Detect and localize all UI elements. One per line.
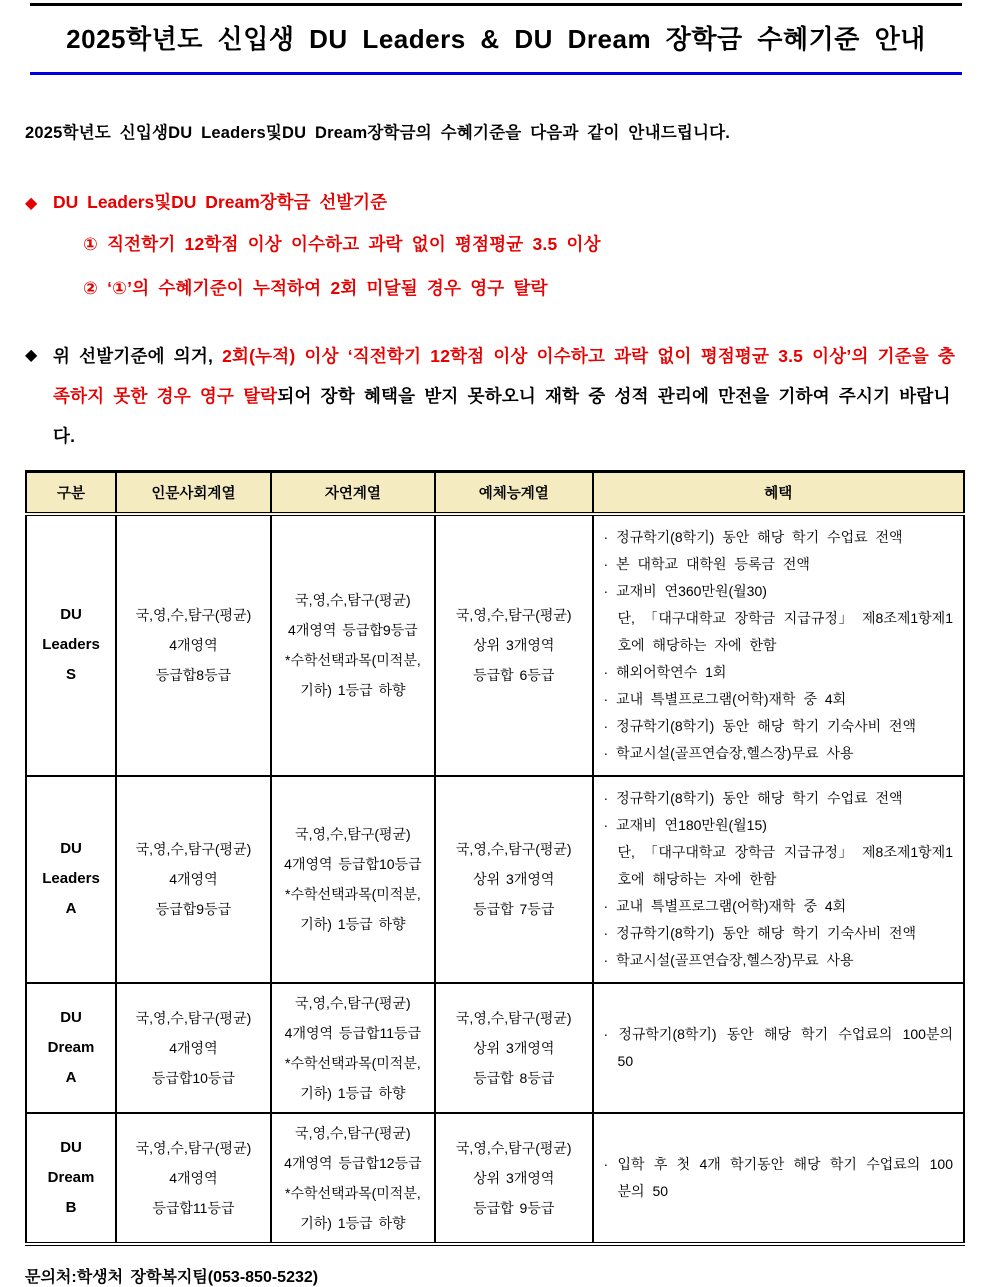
natural-cell [271,983,435,1113]
text-line: *수학선택과목(미적분, [285,886,421,902]
arts-cell [435,514,593,776]
text-line: *수학선택과목(미적분, [285,652,421,668]
intro-text: 2025학년도 신입생DU Leaders및DU Dream장학금의 수혜기준을 다음과 같이 안내드립니다. [25,124,731,142]
text-line: 상위 3개영역 [473,871,555,887]
text-line: · 입학 후 첫 4개 학기동안 해당 학기 수업료의 100분의 50 [603,1155,953,1199]
notice-section [25,336,967,456]
selection-criteria-section [25,189,967,310]
benefits-cell [593,776,964,983]
text-line: · 교내 특별프로그램(어학)재학 중 4회 [603,897,847,914]
title-underline [30,72,962,75]
text-line: 등급합 7등급 [473,901,555,917]
notice-text-before: 위 선발기준에 의거, [53,346,223,366]
text-line: 단, 「대구대학교 장학금 지급규정」 제8조제1항제1호에 해당하는 자에 한함 [617,609,953,653]
text-line: DU [60,1138,82,1156]
criteria-heading-line [25,189,967,214]
natural-cell [271,1113,435,1244]
text-line: 국,영,수,탐구(평균) [295,1124,411,1141]
notice-text-after: 되어 장학 혜택을 받지 못하오니 재학 중 성적 관리에 만전을 기하여 주시기 바랍니다. [53,386,951,446]
text-line: *수학선택과목(미적분, [285,1054,421,1071]
humanities-cell [116,776,271,983]
notice-text [53,336,967,456]
text-line: 4개영역 [169,637,218,653]
row-label [26,983,116,1113]
text-line: · 교재비 연360만원(월30) [603,582,767,599]
text-line: · 정규학기(8학기) 동안 해당 학기 수업료의 100분의 50 [603,1025,953,1069]
humanities-cell [116,514,271,776]
text-line: 국,영,수,탐구(평균) [295,826,411,842]
text-line: 4개영역 [169,871,218,887]
text-line: 등급합 6등급 [473,667,555,683]
text-line: · 정규학기(8학기) 동안 해당 학기 수업료 전액 [603,789,903,806]
table-row-du-dream-b [26,1113,964,1244]
text-line: 국,영,수,탐구(평균) [135,607,252,623]
col-header-benefits: 혜택 [593,472,964,514]
col-header-natural: 자연계열 [271,472,435,514]
criteria-heading: DU Leaders및DU Dream장학금 선발기준 [53,192,387,212]
text-line: ① 직전학기 12학점 이상 이수하고 과락 없이 평점평균 3.5 이상 [83,234,601,254]
text-line: 국,영,수,탐구(평균) [295,994,411,1011]
text-line: Leaders [42,636,100,653]
text-line: 기하) 1등급 하향 [300,1084,406,1101]
row-label [26,514,116,776]
arts-cell [435,776,593,983]
text-line: 등급합10등급 [151,1069,236,1086]
text-line: *수학선택과목(미적분, [285,1184,421,1201]
humanities-cell [116,1113,271,1244]
text-line: 기하) 1등급 하향 [300,682,406,698]
text-line: 국,영,수,탐구(평균) [455,1009,572,1026]
text-line: 국,영,수,탐구(평균) [135,841,252,857]
text-line: 4개영역 등급합10등급 [284,856,422,872]
text-line: · 본 대학교 대학원 등록금 전액 [603,555,810,572]
text-line: · 정규학기(8학기) 동안 해당 학기 수업료 전액 [603,528,903,545]
text-line: 기하) 1등급 하향 [300,916,406,932]
text-line: 4개영역 [169,1169,218,1186]
natural-cell [271,776,435,983]
humanities-cell [116,983,271,1113]
text-line: DU [60,840,82,857]
text-line: · 정규학기(8학기) 동안 해당 학기 기숙사비 전액 [603,717,917,734]
diamond-bullet-icon: ◆ [25,347,38,364]
text-line: A [65,1068,77,1086]
text-line: S [66,666,77,683]
text-line: 등급합 9등급 [473,1199,555,1216]
text-line: · 교내 특별프로그램(어학)재학 중 4회 [603,690,847,707]
text-line: 등급합11등급 [152,1199,235,1216]
text-line: 상위 3개영역 [473,1039,555,1056]
contact-info: 문의처:학생처 장학복지팀(053-850-5232) [25,1268,319,1286]
text-line: 국,영,수,탐구(평균) [295,592,411,608]
notice-text-highlight: 2회(누적) 이상 ‘직전학기 12학점 이상 이수하고 과락 없이 평점평균 3.5 이상’의 기준을 충족하지 못한 경우 영구 탈락 [53,346,956,406]
text-line: 4개영역 등급합12등급 [284,1154,422,1171]
row-label [26,776,116,983]
text-line: Leaders [42,870,100,887]
arts-cell [435,1113,593,1244]
col-header-category: 구분 [26,472,116,514]
text-line: 국,영,수,탐구(평균) [455,841,572,857]
text-line: 등급합8등급 [155,667,232,683]
text-line: Dream [47,1168,95,1186]
table-row-du-leaders-a [26,776,964,983]
benefits-cell [593,514,964,776]
diamond-bullet-icon: ◆ [25,195,38,212]
col-header-arts: 예체능계열 [435,472,593,514]
text-line: 상위 3개영역 [473,1169,555,1186]
text-line: A [65,900,77,917]
text-line: 국,영,수,탐구(평균) [135,1139,252,1156]
benefits-cell [593,1113,964,1244]
row-label [26,1113,116,1244]
text-line: 국,영,수,탐구(평균) [135,1009,252,1026]
text-line: · 교재비 연180만원(월15) [603,816,767,833]
text-line: 국,영,수,탐구(평균) [455,1139,572,1156]
text-line: 등급합9등급 [155,901,232,917]
text-line: 4개영역 [169,1039,218,1056]
text-line: DU [60,606,82,623]
text-line: 국,영,수,탐구(평균) [455,607,572,623]
scholarship-table [25,470,965,1246]
text-line: DU [60,1008,82,1026]
text-line: 상위 3개영역 [473,637,555,653]
text-line: 등급합 8등급 [473,1069,555,1086]
table-row-du-dream-a [26,983,964,1113]
text-line: · 해외어학연수 1회 [603,663,727,680]
benefits-cell [593,983,964,1113]
document-page [0,3,992,1286]
text-line: 4개영역 등급합11등급 [284,1024,422,1041]
natural-cell [271,514,435,776]
text-line: 단, 「대구대학교 장학금 지급규정」 제8조제1항제1호에 해당하는 자에 한함 [617,843,953,887]
arts-cell [435,983,593,1113]
text-line: ② ‘①’의 수혜기준이 누적하여 2회 미달될 경우 영구 탈락 [83,278,548,298]
col-header-humanities: 인문사회계열 [116,472,271,514]
text-line: 기하) 1등급 하향 [300,1214,406,1231]
table-row-du-leaders-s [26,514,964,776]
page-title: 2025학년도 신입생 DU Leaders & DU Dream 장학금 수혜기준 안내 [66,24,926,54]
text-line: · 학교시설(골프연습장,헬스장)무료 사용 [603,951,854,968]
text-line: 4개영역 등급합9등급 [288,622,418,638]
text-line: B [65,1198,77,1216]
text-line: Dream [47,1038,95,1056]
text-line: · 정규학기(8학기) 동안 해당 학기 기숙사비 전액 [603,924,917,941]
text-line: · 학교시설(골프연습장,헬스장)무료 사용 [603,744,854,761]
criteria-items [25,222,967,310]
table-header-row [26,472,964,514]
